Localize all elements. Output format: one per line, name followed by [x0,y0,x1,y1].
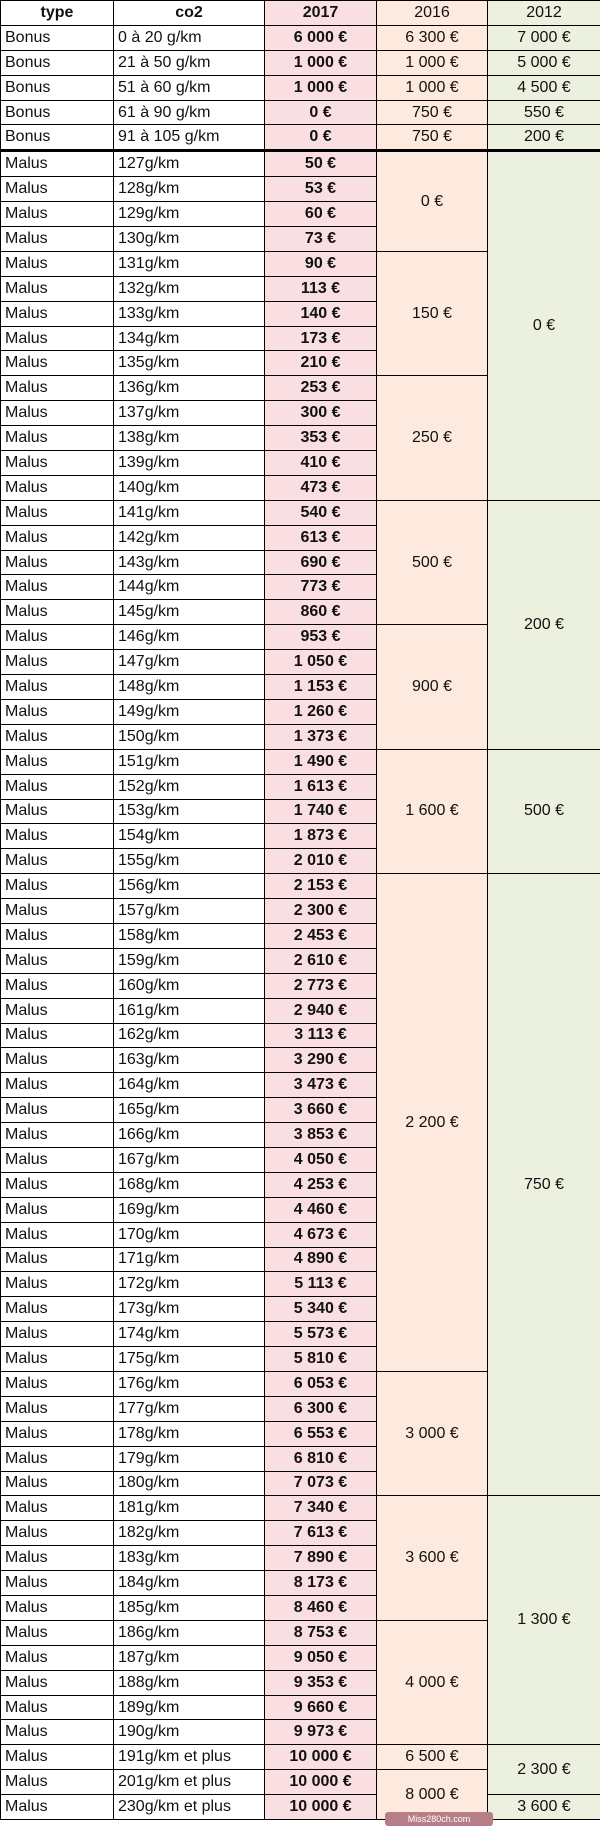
co2-cell: 136g/km [114,376,265,401]
type-cell: Malus [1,1098,114,1123]
co2-cell: 129g/km [114,202,265,227]
value-2017-cell: 5 810 € [265,1347,377,1372]
type-cell: Malus [1,874,114,899]
type-cell: Malus [1,1396,114,1421]
value-2017-cell: 9 050 € [265,1645,377,1670]
value-2012-cell: 500 € [488,749,600,873]
value-2016-cell: 3 600 € [377,1496,488,1620]
header-2012: 2012 [488,1,600,26]
type-cell: Malus [1,1546,114,1571]
co2-cell: 151g/km [114,749,265,774]
co2-cell: 167g/km [114,1147,265,1172]
type-cell: Malus [1,1770,114,1795]
value-2017-cell: 7 340 € [265,1496,377,1521]
co2-cell: 148g/km [114,675,265,700]
co2-cell: 180g/km [114,1471,265,1496]
value-2017-cell: 2 010 € [265,849,377,874]
value-2016-cell: 8 000 € [377,1770,488,1820]
co2-cell: 138g/km [114,426,265,451]
table-body [1,25,600,1819]
co2-cell: 172g/km [114,1272,265,1297]
value-2017-cell: 3 113 € [265,1023,377,1048]
header-type: type [1,1,114,26]
type-cell: Malus [1,650,114,675]
value-2016-cell: 250 € [377,376,488,500]
value-2017-cell: 6 553 € [265,1421,377,1446]
co2-cell: 168g/km [114,1172,265,1197]
value-2017-cell: 1 153 € [265,675,377,700]
co2-cell: 131g/km [114,251,265,276]
type-cell: Malus [1,1347,114,1372]
type-cell: Malus [1,351,114,376]
header-co2: co2 [114,1,265,26]
type-cell: Malus [1,749,114,774]
value-2012-cell: 750 € [488,874,600,1496]
type-cell: Malus [1,202,114,227]
table-row [1,1496,600,1521]
co2-cell: 150g/km [114,724,265,749]
value-2016-cell: 150 € [377,251,488,375]
type-cell: Malus [1,1123,114,1148]
co2-cell: 174g/km [114,1322,265,1347]
value-2016-cell: 750 € [377,125,488,151]
value-2017-cell: 140 € [265,301,377,326]
value-2017-cell: 7 073 € [265,1471,377,1496]
table-row [1,50,600,75]
value-2016-cell: 3 000 € [377,1371,488,1495]
value-2017-cell: 4 890 € [265,1247,377,1272]
table-row [1,1795,600,1820]
type-cell: Malus [1,525,114,550]
co2-cell: 21 à 50 g/km [114,50,265,75]
value-2017-cell: 10 000 € [265,1795,377,1820]
table-row [1,151,600,177]
co2-cell: 166g/km [114,1123,265,1148]
value-2017-cell: 353 € [265,426,377,451]
co2-cell: 128g/km [114,177,265,202]
type-cell: Malus [1,1645,114,1670]
header-2016: 2016 [377,1,488,26]
type-cell: Malus [1,1620,114,1645]
co2-cell: 163g/km [114,1048,265,1073]
co2-cell: 145g/km [114,600,265,625]
value-2012-cell: 200 € [488,500,600,749]
value-2012-cell: 4 500 € [488,75,600,100]
value-2017-cell: 2 610 € [265,948,377,973]
value-2017-cell: 1 613 € [265,774,377,799]
type-cell: Bonus [1,100,114,125]
value-2012-cell: 200 € [488,125,600,151]
co2-cell: 183g/km [114,1546,265,1571]
value-2017-cell: 690 € [265,550,377,575]
value-2017-cell: 3 660 € [265,1098,377,1123]
value-2016-cell: 6 300 € [377,25,488,50]
value-2017-cell: 1 740 € [265,799,377,824]
value-2017-cell: 9 353 € [265,1670,377,1695]
value-2012-cell: 5 000 € [488,50,600,75]
type-cell: Malus [1,948,114,973]
type-cell: Malus [1,550,114,575]
type-cell: Malus [1,1571,114,1596]
type-cell: Malus [1,426,114,451]
type-cell: Malus [1,600,114,625]
value-2017-cell: 5 573 € [265,1322,377,1347]
type-cell: Malus [1,1197,114,1222]
type-cell: Malus [1,276,114,301]
value-2017-cell: 0 € [265,125,377,151]
co2-cell: 0 à 20 g/km [114,25,265,50]
co2-cell: 152g/km [114,774,265,799]
value-2017-cell: 8 753 € [265,1620,377,1645]
value-2017-cell: 10 000 € [265,1745,377,1770]
co2-cell: 177g/km [114,1396,265,1421]
value-2017-cell: 6 810 € [265,1446,377,1471]
value-2017-cell: 953 € [265,625,377,650]
co2-cell: 230g/km et plus [114,1795,265,1820]
type-cell: Malus [1,675,114,700]
co2-cell: 176g/km [114,1371,265,1396]
co2-cell: 170g/km [114,1222,265,1247]
value-2016-cell: 1 600 € [377,749,488,873]
value-2017-cell: 90 € [265,251,377,276]
value-2017-cell: 50 € [265,151,377,177]
type-cell: Malus [1,1720,114,1745]
value-2017-cell: 0 € [265,100,377,125]
type-cell: Malus [1,500,114,525]
value-2017-cell: 3 473 € [265,1073,377,1098]
co2-cell: 140g/km [114,475,265,500]
table-row [1,100,600,125]
co2-cell: 137g/km [114,401,265,426]
type-cell: Malus [1,1272,114,1297]
type-cell: Malus [1,1222,114,1247]
value-2012-cell: 1 300 € [488,1496,600,1745]
value-2017-cell: 113 € [265,276,377,301]
value-2017-cell: 2 453 € [265,923,377,948]
type-cell: Malus [1,177,114,202]
value-2016-cell: 4 000 € [377,1620,488,1744]
value-2017-cell: 2 300 € [265,899,377,924]
value-2016-cell: 500 € [377,500,488,624]
type-cell: Malus [1,899,114,924]
type-cell: Malus [1,1471,114,1496]
value-2017-cell: 2 940 € [265,998,377,1023]
co2-cell: 186g/km [114,1620,265,1645]
type-cell: Malus [1,1670,114,1695]
type-cell: Malus [1,575,114,600]
value-2017-cell: 3 853 € [265,1123,377,1148]
co2-cell: 144g/km [114,575,265,600]
co2-cell: 182g/km [114,1521,265,1546]
type-cell: Malus [1,625,114,650]
co2-cell: 184g/km [114,1571,265,1596]
watermark-logo: Miss280ch.com [385,1812,493,1826]
header-2017: 2017 [265,1,377,26]
type-cell: Malus [1,451,114,476]
value-2017-cell: 10 000 € [265,1770,377,1795]
type-cell: Malus [1,376,114,401]
type-cell: Malus [1,1172,114,1197]
type-cell: Malus [1,699,114,724]
type-cell: Malus [1,1695,114,1720]
value-2017-cell: 7 613 € [265,1521,377,1546]
value-2017-cell: 73 € [265,227,377,252]
type-cell: Malus [1,1023,114,1048]
table-row [1,125,600,151]
value-2017-cell: 53 € [265,177,377,202]
type-cell: Malus [1,401,114,426]
value-2017-cell: 3 290 € [265,1048,377,1073]
co2-cell: 130g/km [114,227,265,252]
type-cell: Malus [1,998,114,1023]
value-2017-cell: 1 050 € [265,650,377,675]
type-cell: Bonus [1,25,114,50]
co2-cell: 175g/km [114,1347,265,1372]
table-row [1,874,600,899]
value-2017-cell: 1 260 € [265,699,377,724]
value-2017-cell: 4 050 € [265,1147,377,1172]
value-2017-cell: 8 173 € [265,1571,377,1596]
co2-cell: 173g/km [114,1297,265,1322]
co2-cell: 178g/km [114,1421,265,1446]
co2-cell: 158g/km [114,923,265,948]
co2-cell: 135g/km [114,351,265,376]
co2-cell: 146g/km [114,625,265,650]
co2-cell: 189g/km [114,1695,265,1720]
co2-cell: 51 à 60 g/km [114,75,265,100]
value-2017-cell: 173 € [265,326,377,351]
value-2012-cell: 3 600 € [488,1795,600,1820]
co2-cell: 143g/km [114,550,265,575]
type-cell: Bonus [1,50,114,75]
type-cell: Malus [1,799,114,824]
co2-cell: 181g/km [114,1496,265,1521]
type-cell: Malus [1,475,114,500]
type-cell: Bonus [1,125,114,151]
type-cell: Malus [1,724,114,749]
value-2016-cell: 6 500 € [377,1745,488,1770]
type-cell: Malus [1,227,114,252]
value-2017-cell: 1 000 € [265,75,377,100]
value-2012-cell: 7 000 € [488,25,600,50]
co2-cell: 187g/km [114,1645,265,1670]
value-2017-cell: 210 € [265,351,377,376]
type-cell: Malus [1,849,114,874]
type-cell: Bonus [1,75,114,100]
type-cell: Malus [1,1371,114,1396]
value-2012-cell: 550 € [488,100,600,125]
value-2017-cell: 613 € [265,525,377,550]
value-2017-cell: 860 € [265,600,377,625]
type-cell: Malus [1,1147,114,1172]
co2-cell: 127g/km [114,151,265,177]
value-2016-cell: 0 € [377,151,488,252]
co2-cell: 179g/km [114,1446,265,1471]
type-cell: Malus [1,251,114,276]
co2-cell: 91 à 105 g/km [114,125,265,151]
type-cell: Malus [1,1073,114,1098]
table-row [1,75,600,100]
type-cell: Malus [1,1247,114,1272]
value-2017-cell: 60 € [265,202,377,227]
type-cell: Malus [1,151,114,177]
value-2017-cell: 8 460 € [265,1596,377,1621]
co2-cell: 191g/km et plus [114,1745,265,1770]
co2-cell: 154g/km [114,824,265,849]
type-cell: Malus [1,1421,114,1446]
co2-cell: 161g/km [114,998,265,1023]
co2-cell: 169g/km [114,1197,265,1222]
type-cell: Malus [1,1795,114,1820]
co2-cell: 153g/km [114,799,265,824]
value-2017-cell: 1 000 € [265,50,377,75]
co2-cell: 190g/km [114,1720,265,1745]
value-2017-cell: 540 € [265,500,377,525]
co2-cell: 162g/km [114,1023,265,1048]
value-2017-cell: 5 340 € [265,1297,377,1322]
value-2012-cell: 2 300 € [488,1745,600,1795]
value-2012-cell: 0 € [488,151,600,500]
value-2017-cell: 2 773 € [265,973,377,998]
co2-cell: 139g/km [114,451,265,476]
type-cell: Malus [1,1048,114,1073]
co2-cell: 201g/km et plus [114,1770,265,1795]
value-2016-cell: 900 € [377,625,488,749]
value-2017-cell: 300 € [265,401,377,426]
type-cell: Malus [1,774,114,799]
co2-cell: 164g/km [114,1073,265,1098]
co2-cell: 147g/km [114,650,265,675]
co2-cell: 134g/km [114,326,265,351]
table-row [1,500,600,525]
value-2017-cell: 2 153 € [265,874,377,899]
header-row [1,1,600,26]
type-cell: Malus [1,1446,114,1471]
value-2016-cell: 2 200 € [377,874,488,1372]
co2-cell: 185g/km [114,1596,265,1621]
value-2017-cell: 473 € [265,475,377,500]
value-2017-cell: 1 873 € [265,824,377,849]
co2-cell: 165g/km [114,1098,265,1123]
value-2017-cell: 6 300 € [265,1396,377,1421]
value-2017-cell: 410 € [265,451,377,476]
value-2017-cell: 5 113 € [265,1272,377,1297]
value-2017-cell: 4 253 € [265,1172,377,1197]
type-cell: Malus [1,1297,114,1322]
co2-cell: 188g/km [114,1670,265,1695]
type-cell: Malus [1,973,114,998]
co2-cell: 157g/km [114,899,265,924]
table-row [1,1745,600,1770]
co2-cell: 159g/km [114,948,265,973]
value-2017-cell: 1 490 € [265,749,377,774]
value-2017-cell: 1 373 € [265,724,377,749]
type-cell: Malus [1,1745,114,1770]
value-2017-cell: 9 973 € [265,1720,377,1745]
co2-cell: 149g/km [114,699,265,724]
value-2017-cell: 773 € [265,575,377,600]
type-cell: Malus [1,824,114,849]
table-row [1,25,600,50]
value-2017-cell: 6 053 € [265,1371,377,1396]
value-2017-cell: 253 € [265,376,377,401]
type-cell: Malus [1,301,114,326]
table-row [1,749,600,774]
value-2017-cell: 7 890 € [265,1546,377,1571]
co2-cell: 132g/km [114,276,265,301]
value-2017-cell: 4 673 € [265,1222,377,1247]
type-cell: Malus [1,1496,114,1521]
co2-cell: 171g/km [114,1247,265,1272]
type-cell: Malus [1,1596,114,1621]
co2-cell: 133g/km [114,301,265,326]
co2-cell: 61 à 90 g/km [114,100,265,125]
type-cell: Malus [1,923,114,948]
value-2017-cell: 4 460 € [265,1197,377,1222]
co2-cell: 155g/km [114,849,265,874]
type-cell: Malus [1,326,114,351]
value-2016-cell: 1 000 € [377,50,488,75]
co2-cell: 156g/km [114,874,265,899]
co2-cell: 142g/km [114,525,265,550]
co2-cell: 141g/km [114,500,265,525]
value-2016-cell: 1 000 € [377,75,488,100]
value-2016-cell: 750 € [377,100,488,125]
value-2017-cell: 6 000 € [265,25,377,50]
value-2017-cell: 9 660 € [265,1695,377,1720]
co2-cell: 160g/km [114,973,265,998]
type-cell: Malus [1,1322,114,1347]
type-cell: Malus [1,1521,114,1546]
